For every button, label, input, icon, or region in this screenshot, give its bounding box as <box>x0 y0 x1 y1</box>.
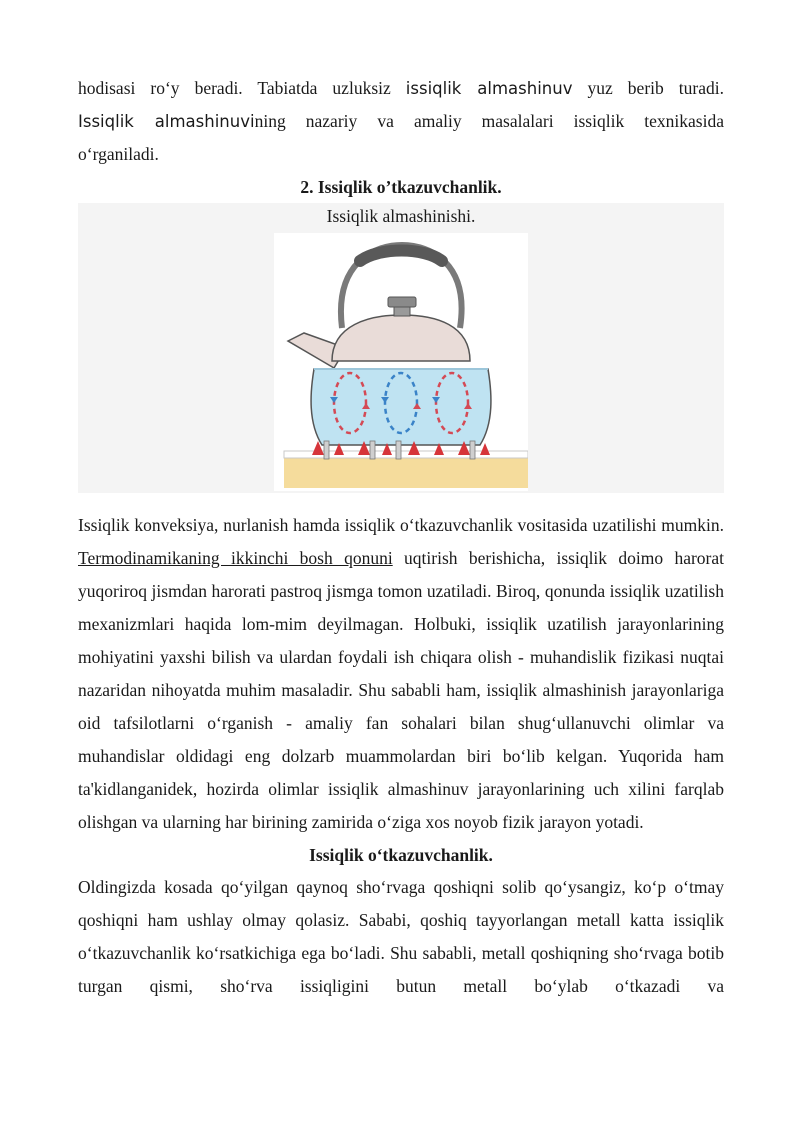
support <box>470 441 475 459</box>
intro-line-3: o‘rganiladi. <box>78 144 159 164</box>
document-page <box>78 72 724 1003</box>
stove-surface <box>284 458 528 488</box>
paragraph-conduction: Oldingizda kosada qo‘yilgan qaynoq sho‘rvaga qoshiqni solib qo‘ysangiz, ko‘p o‘tmay qoshiqni ham ushlay olmay qolasiz. Sababi, qoshiq tayyorlangan metall katta issiqlik o‘tkazuvchanlik ko‘rsatkichiga ega bo‘ladi. Shu sababli, metall qoshiqning sho‘rvaga botib turgan qismi, sho‘rva issiqligini butun metall bo‘ylab o‘tkazadi va <box>78 877 724 996</box>
intro-line-2 <box>78 105 724 138</box>
paragraph-text: Issiqlik konveksiya, nurlanish hamda issiqlik o‘tkazuvchanlik vositasida uzatilishi mumkin. <box>78 515 724 535</box>
lid-knob-stem <box>394 307 410 316</box>
figure-caption: Issiqlik almashinishi. <box>326 206 476 226</box>
lid-knob <box>388 297 416 307</box>
intro-text: yuz berib turadi. <box>572 78 724 98</box>
section-heading: 2. Issiqlik o’tkazuvchanlik. <box>300 177 502 197</box>
support <box>324 441 329 459</box>
thermodynamics-law-link[interactable]: Termodinamikaning ikkinchi bosh qonuni <box>78 548 393 568</box>
support <box>396 441 401 459</box>
intro-term: issiqlik almashinuv <box>405 79 573 98</box>
intro-text: hodisasi ro‘y beradi. Tabiatda uzluksiz <box>78 78 406 98</box>
support <box>370 441 375 459</box>
intro-line-1 <box>78 72 724 105</box>
intro-text: ning nazariy va amaliy masalalari issiqlik texnikasida <box>254 111 724 131</box>
figure-block <box>78 203 724 493</box>
subsection-heading: Issiqlik o‘tkazuvchanlik. <box>309 845 493 865</box>
paragraph-text: uqtirish berishicha, issiqlik doimo harorat yuqoriroq jismdan harorati pastroq jismga tomon uzatiladi. Biroq, qonunda issiqlik uzatilish mexanizmlari haqida lom-mim deyilmagan. Holbuki, issiqlik uzatilish jarayonlarining mohiyatini yaxshi bilish va ulardan foydali ish chiqara olish - muhandislik fizikasi nuqtai nazaridan nihoyatda muhim masaladir. Shu sababli ham, issiqlik almashinish jarayonlariga oid tafsilotlarni o‘rganish - amaliy fan sohalari bilan shug‘ullanuvchi olimlar va muhandislar oldidagi eng dolzarb muammolardan biri bo‘lib kelgan. Yuqorida ham ta'kidlanganidek, hozirda olimlar issiqlik almashinuv jarayonlarining uch xilini farqlab olishgan va ularning har birining zamirida o‘ziga xos noyob fizik jarayon yotadi. <box>78 548 725 832</box>
kettle-convection-illustration <box>274 233 528 491</box>
intro-term: Issiqlik almashinuvi <box>78 112 255 131</box>
paragraph-convection <box>78 509 724 839</box>
